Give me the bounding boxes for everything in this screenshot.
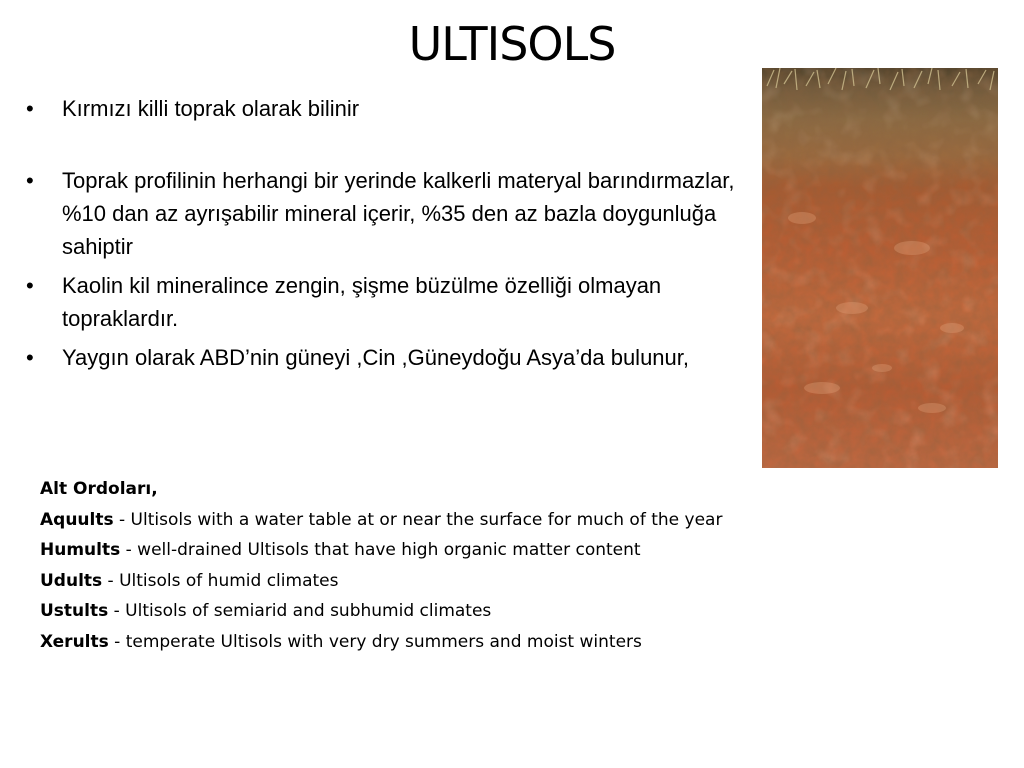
bullet-text: Kaolin kil mineralince zengin, şişme büzülme özelliği olmayan topraklardır. bbox=[62, 273, 662, 331]
suborder-row bbox=[40, 596, 1000, 627]
suborder-desc: - Ultisols of semiarid and subhumid climates bbox=[108, 601, 492, 621]
slide-title: ULTISOLS bbox=[408, 17, 616, 71]
suborder-desc: - Ultisols with a water table at or near the surface for much of the year bbox=[113, 509, 723, 530]
bullet-text: Yaygın olarak ABD’nin güneyi ,Cin ,Güneydoğu Asya’da bulunur, bbox=[62, 345, 689, 370]
bullet-item bbox=[24, 92, 744, 125]
bullet-glyph: • bbox=[26, 96, 34, 121]
suborder-term: Udults bbox=[40, 570, 103, 591]
bullet-item bbox=[24, 341, 744, 374]
bullet-item bbox=[24, 164, 744, 263]
bullet-glyph: • bbox=[26, 273, 34, 298]
suborder-row bbox=[40, 566, 1000, 597]
suborder-desc: - Ultisols of humid climates bbox=[102, 570, 339, 591]
suborders-section bbox=[40, 474, 1000, 657]
bullet-glyph: • bbox=[26, 345, 34, 370]
suborder-term: Aquults bbox=[40, 509, 114, 530]
bullet-text: Toprak profilinin herhangi bir yerinde kalkerli materyal barındırmazlar, %10 dan az ayrışabilir mineral içerir, %35 den az bazla doygunluğa sahiptir bbox=[62, 168, 735, 259]
suborder-row bbox=[40, 505, 1000, 536]
suborder-row bbox=[40, 535, 1000, 566]
bullet-text: Kırmızı killi toprak olarak bilinir bbox=[62, 96, 360, 121]
bullet-item bbox=[24, 269, 744, 335]
suborder-term: Xerults bbox=[40, 631, 109, 652]
soil-profile-photo bbox=[762, 68, 998, 468]
suborder-row bbox=[40, 627, 1000, 658]
soil-texture bbox=[762, 68, 998, 468]
bullet-glyph: • bbox=[26, 168, 34, 193]
suborder-desc: - temperate Ultisols with very dry summers and moist winters bbox=[108, 631, 642, 652]
suborder-term: Ustults bbox=[40, 601, 109, 621]
suborder-term: Humults bbox=[40, 540, 121, 560]
suborder-desc: - well-drained Ultisols that have high organic matter content bbox=[120, 540, 641, 560]
bullet-list bbox=[24, 92, 744, 374]
suborders-heading: Alt Ordoları, bbox=[40, 479, 158, 499]
